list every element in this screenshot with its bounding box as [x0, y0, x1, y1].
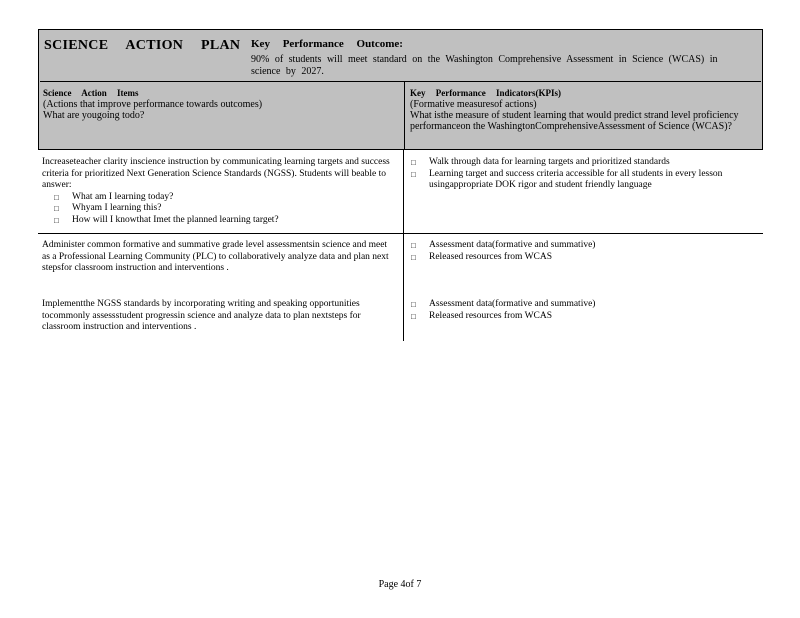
- checkbox-bullet-icon: □: [411, 311, 416, 321]
- checkbox-bullet-icon: □: [411, 241, 416, 250]
- kpo-label: Key Performance Outcome:: [251, 38, 403, 50]
- list-item: [42, 203, 394, 215]
- checkbox-bullet-icon: □: [54, 192, 59, 202]
- body-row-divider: [38, 233, 763, 234]
- body-column-divider: [403, 150, 404, 341]
- kpi-text: Learning target and success criteria accessible for all students in every lesson usingappropriate DOK rigor and student friendly language: [429, 168, 723, 190]
- table-header: [38, 29, 763, 150]
- list-item: [411, 240, 756, 252]
- checkbox-bullet-icon: □: [54, 204, 59, 213]
- left-column-question: What are yougoing todo?: [43, 110, 145, 121]
- checkbox-bullet-icon: □: [411, 300, 416, 309]
- list-item: [411, 157, 756, 169]
- right-column-question: What isthe measure of student learning that would predict strand level proficiency performanceon the WashingtonComprehensiveAssessment of Science (WCAS)?: [410, 110, 739, 132]
- kpi-text: Released resources from WCAS: [429, 310, 553, 321]
- list-item: [411, 299, 756, 311]
- header-divider: [40, 81, 761, 82]
- kpi-cell-1: [411, 157, 756, 192]
- list-item: [411, 311, 756, 323]
- left-column-title: Science Action Items: [43, 88, 139, 98]
- list-item: [411, 252, 756, 264]
- checkbox-bullet-icon: □: [411, 252, 416, 262]
- header-column-divider: [404, 81, 405, 149]
- page-title: SCIENCE ACTION PLAN: [44, 38, 241, 53]
- left-column-subtitle: (Actions that improve performance towards outcomes): [43, 99, 263, 110]
- action-item-3: [42, 299, 394, 334]
- kpo-text: 90% of students will meet standard on the Washington Comprehensive Assessment in Science (WCAS) in science by 2027.: [251, 54, 718, 77]
- kpi-text: Assessment data(formative and summative): [429, 299, 596, 309]
- kpi-text: Assessment data(formative and summative): [429, 240, 596, 250]
- kpi-text: Released resources from WCAS: [429, 251, 553, 262]
- checkbox-bullet-icon: □: [54, 215, 59, 225]
- right-column-header: [410, 88, 755, 132]
- list-item: [42, 215, 394, 227]
- left-column-header: [43, 88, 398, 121]
- action-item-2: [42, 240, 394, 275]
- action-item-text: Increaseteacher clarity inscience instruction by communicating learning targets and success criteria for prioritized Next Generation Science Standards (NGSS). Students will beable to answer:: [42, 157, 390, 190]
- list-item-label: Whyam I learning this?: [72, 203, 162, 213]
- right-column-subtitle: (Formative measuresof actions): [410, 99, 537, 110]
- kpi-text: Walk through data for learning targets and prioritized standards: [429, 157, 670, 167]
- list-item-label: How will I knowthat Imet the planned learning target?: [72, 214, 279, 225]
- action-item-text: Administer common formative and summative grade level assessmentsin science and meet as a Professional Learning Community (PLC) to collaboratively analyze data and plan next stepsfor classroom instruction and interventions .: [42, 240, 389, 273]
- list-item: [42, 192, 394, 204]
- kpi-cell-3: [411, 299, 756, 322]
- checkbox-bullet-icon: □: [411, 169, 416, 179]
- checkbox-bullet-icon: □: [411, 158, 416, 167]
- action-item-text: Implementthe NGSS standards by incorporating writing and speaking opportunities tocommonly assessstudent progressin science and analyze data to plan nextsteps for classroom instruction and interventions .: [42, 299, 361, 332]
- kpi-cell-2: [411, 240, 756, 263]
- action-item-1: [42, 157, 394, 226]
- action-plan-table: [38, 29, 763, 341]
- list-item: [411, 169, 756, 192]
- right-column-title: Key Performance Indicators(KPIs): [410, 88, 561, 98]
- list-item-label: What am I learning today?: [72, 191, 174, 202]
- page-number: Page 4of 7: [378, 579, 422, 590]
